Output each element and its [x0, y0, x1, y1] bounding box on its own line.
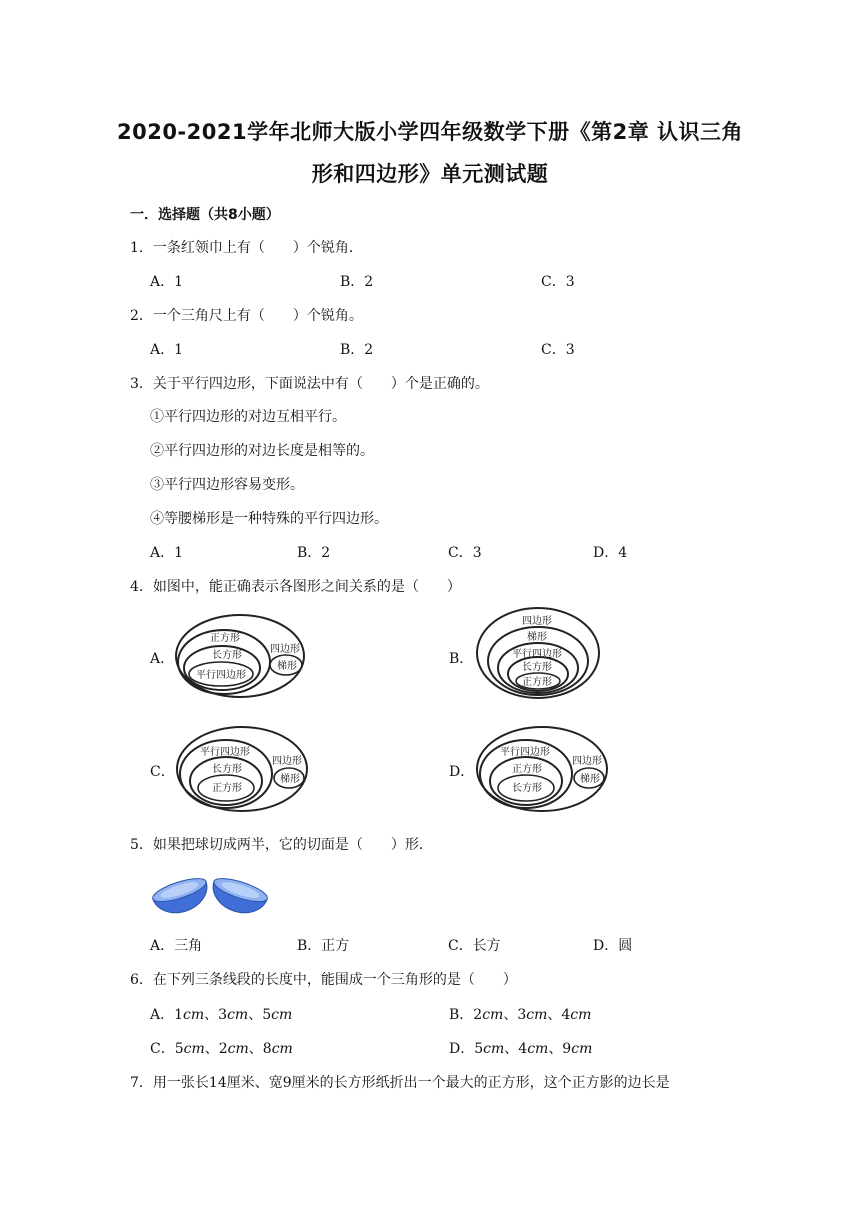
- q6b-unit-1: cm: [482, 1007, 504, 1023]
- q6b-part-3: 、4: [547, 1007, 571, 1023]
- venn-a-label-4: 四边形: [270, 644, 300, 655]
- venn-b-label-3: 平行四边形: [512, 649, 562, 660]
- venn-d-label-5: 梯形: [580, 774, 600, 785]
- venn-diagram-d: [474, 722, 614, 816]
- venn-c-label-1: 平行四边形: [200, 747, 250, 758]
- question-2-stem: 2．一个三角尺上有（ ）个锐角。: [130, 308, 363, 324]
- q6a-part-3: 、5: [248, 1007, 272, 1023]
- q6b-unit-2: cm: [526, 1007, 548, 1023]
- q6d-part-1: D．5: [449, 1041, 484, 1057]
- venn-b-label-2: 梯形: [527, 632, 547, 643]
- question-5-option-c: C．长方: [448, 938, 501, 954]
- q6b-unit-3: cm: [570, 1007, 592, 1023]
- venn-diagram-c: [174, 722, 314, 816]
- q6c-part-2: 、2: [204, 1041, 228, 1057]
- question-3-option-b: B．2: [297, 545, 331, 561]
- question-4-option-b-label: B．: [449, 651, 474, 667]
- question-7-stem: 7．用一张长14厘米、宽9厘米的长方形纸折出一个最大的正方形，这个正方影的边长是: [130, 1075, 670, 1091]
- question-3-option-d: D．4: [593, 545, 628, 561]
- q6b-part-2: 、3: [503, 1007, 527, 1023]
- q6c-unit-2: cm: [227, 1041, 249, 1057]
- venn-diagram-a: [174, 610, 314, 702]
- question-3-statement-1: ①平行四边形的对边互相平行。: [150, 409, 346, 425]
- q6d-part-2: 、4: [504, 1041, 528, 1057]
- q6a-part-1: A．1: [150, 1007, 184, 1023]
- q6c-unit-3: cm: [271, 1041, 293, 1057]
- half-sphere-image: [150, 866, 270, 920]
- question-3-statement-3: ③平行四边形容易变形。: [150, 477, 304, 493]
- left-hemisphere: [150, 874, 213, 920]
- venn-c-label-5: 梯形: [280, 774, 300, 785]
- venn-a-label-3: 平行四边形: [196, 670, 246, 681]
- question-6-option-a: [150, 1004, 292, 1024]
- question-3-stem: 3．关于平行四边形，下面说法中有（ ）个是正确的。: [130, 376, 489, 392]
- question-3-option-a: A．1: [150, 545, 184, 561]
- q6c-part-3: 、8: [248, 1041, 272, 1057]
- question-4-option-c-label: C．: [150, 764, 175, 780]
- venn-d-label-3: 长方形: [512, 783, 542, 794]
- question-6-option-d: [449, 1038, 592, 1058]
- venn-d-label-4: 四边形: [572, 756, 602, 767]
- question-6-option-c: [150, 1038, 293, 1058]
- venn-c-label-4: 四边形: [272, 756, 302, 767]
- question-3-statement-2: ②平行四边形的对边长度是相等的。: [150, 443, 374, 459]
- question-4-option-d-label: D．: [449, 764, 475, 780]
- question-3-statement-4: ④等腰梯形是一种特殊的平行四边形。: [150, 511, 388, 527]
- section-heading: 一．选择题（共8小题）: [130, 207, 280, 223]
- doc-title-line-2: 形和四边形》单元测试题: [311, 162, 549, 186]
- venn-a-label-1: 正方形: [210, 633, 240, 644]
- venn-b-label-4: 长方形: [522, 662, 552, 673]
- q6a-unit-1: cm: [183, 1007, 205, 1023]
- venn-c-label-3: 正方形: [212, 783, 242, 794]
- venn-b-label-1: 四边形: [522, 616, 552, 627]
- q6a-unit-3: cm: [271, 1007, 293, 1023]
- venn-c-label-2: 长方形: [212, 764, 242, 775]
- question-1-option-a: A．1: [150, 274, 184, 290]
- venn-b-label-5: 正方形: [522, 677, 552, 688]
- question-5-stem: 5．如果把球切成两半，它的切面是（ ）形．: [130, 837, 433, 853]
- q6c-unit-1: cm: [183, 1041, 205, 1057]
- question-2-option-a: A．1: [150, 342, 184, 358]
- venn-a-label-5: 梯形: [277, 661, 297, 672]
- question-2-option-b: B．2: [340, 342, 374, 358]
- question-4-option-a-label: A．: [150, 651, 175, 667]
- venn-d-label-2: 正方形: [512, 764, 542, 775]
- question-5-option-d: D．圆: [593, 938, 633, 954]
- q6d-unit-3: cm: [571, 1041, 593, 1057]
- venn-diagram-b: [474, 604, 602, 702]
- question-3-option-c: C．3: [448, 545, 482, 561]
- q6d-unit-1: cm: [483, 1041, 505, 1057]
- question-5-option-a: A．三角: [150, 938, 203, 954]
- venn-a-label-2: 长方形: [212, 650, 242, 661]
- right-hemisphere: [207, 874, 270, 920]
- question-1-option-c: C．3: [541, 274, 575, 290]
- question-6-option-b: [449, 1004, 591, 1024]
- question-4-stem: 4．如图中，能正确表示各图形之间关系的是（ ）: [130, 579, 461, 595]
- q6b-part-1: B．2: [449, 1007, 483, 1023]
- question-6-stem: 6．在下列三条线段的长度中，能围成一个三角形的是（ ）: [130, 972, 517, 988]
- question-1-option-b: B．2: [340, 274, 374, 290]
- doc-title-line-1: 2020-2021学年北师大版小学四年级数学下册《第2章 认识三角: [116, 120, 744, 144]
- q6d-part-3: 、9: [548, 1041, 572, 1057]
- q6a-part-2: 、3: [204, 1007, 228, 1023]
- q6d-unit-2: cm: [527, 1041, 549, 1057]
- question-1-stem: 1．一条红领巾上有（ ）个锐角．: [130, 240, 363, 256]
- q6a-unit-2: cm: [227, 1007, 249, 1023]
- question-2-option-c: C．3: [541, 342, 575, 358]
- q6c-part-1: C．5: [150, 1041, 184, 1057]
- venn-d-label-1: 平行四边形: [500, 747, 550, 758]
- question-5-option-b: B．正方: [297, 938, 350, 954]
